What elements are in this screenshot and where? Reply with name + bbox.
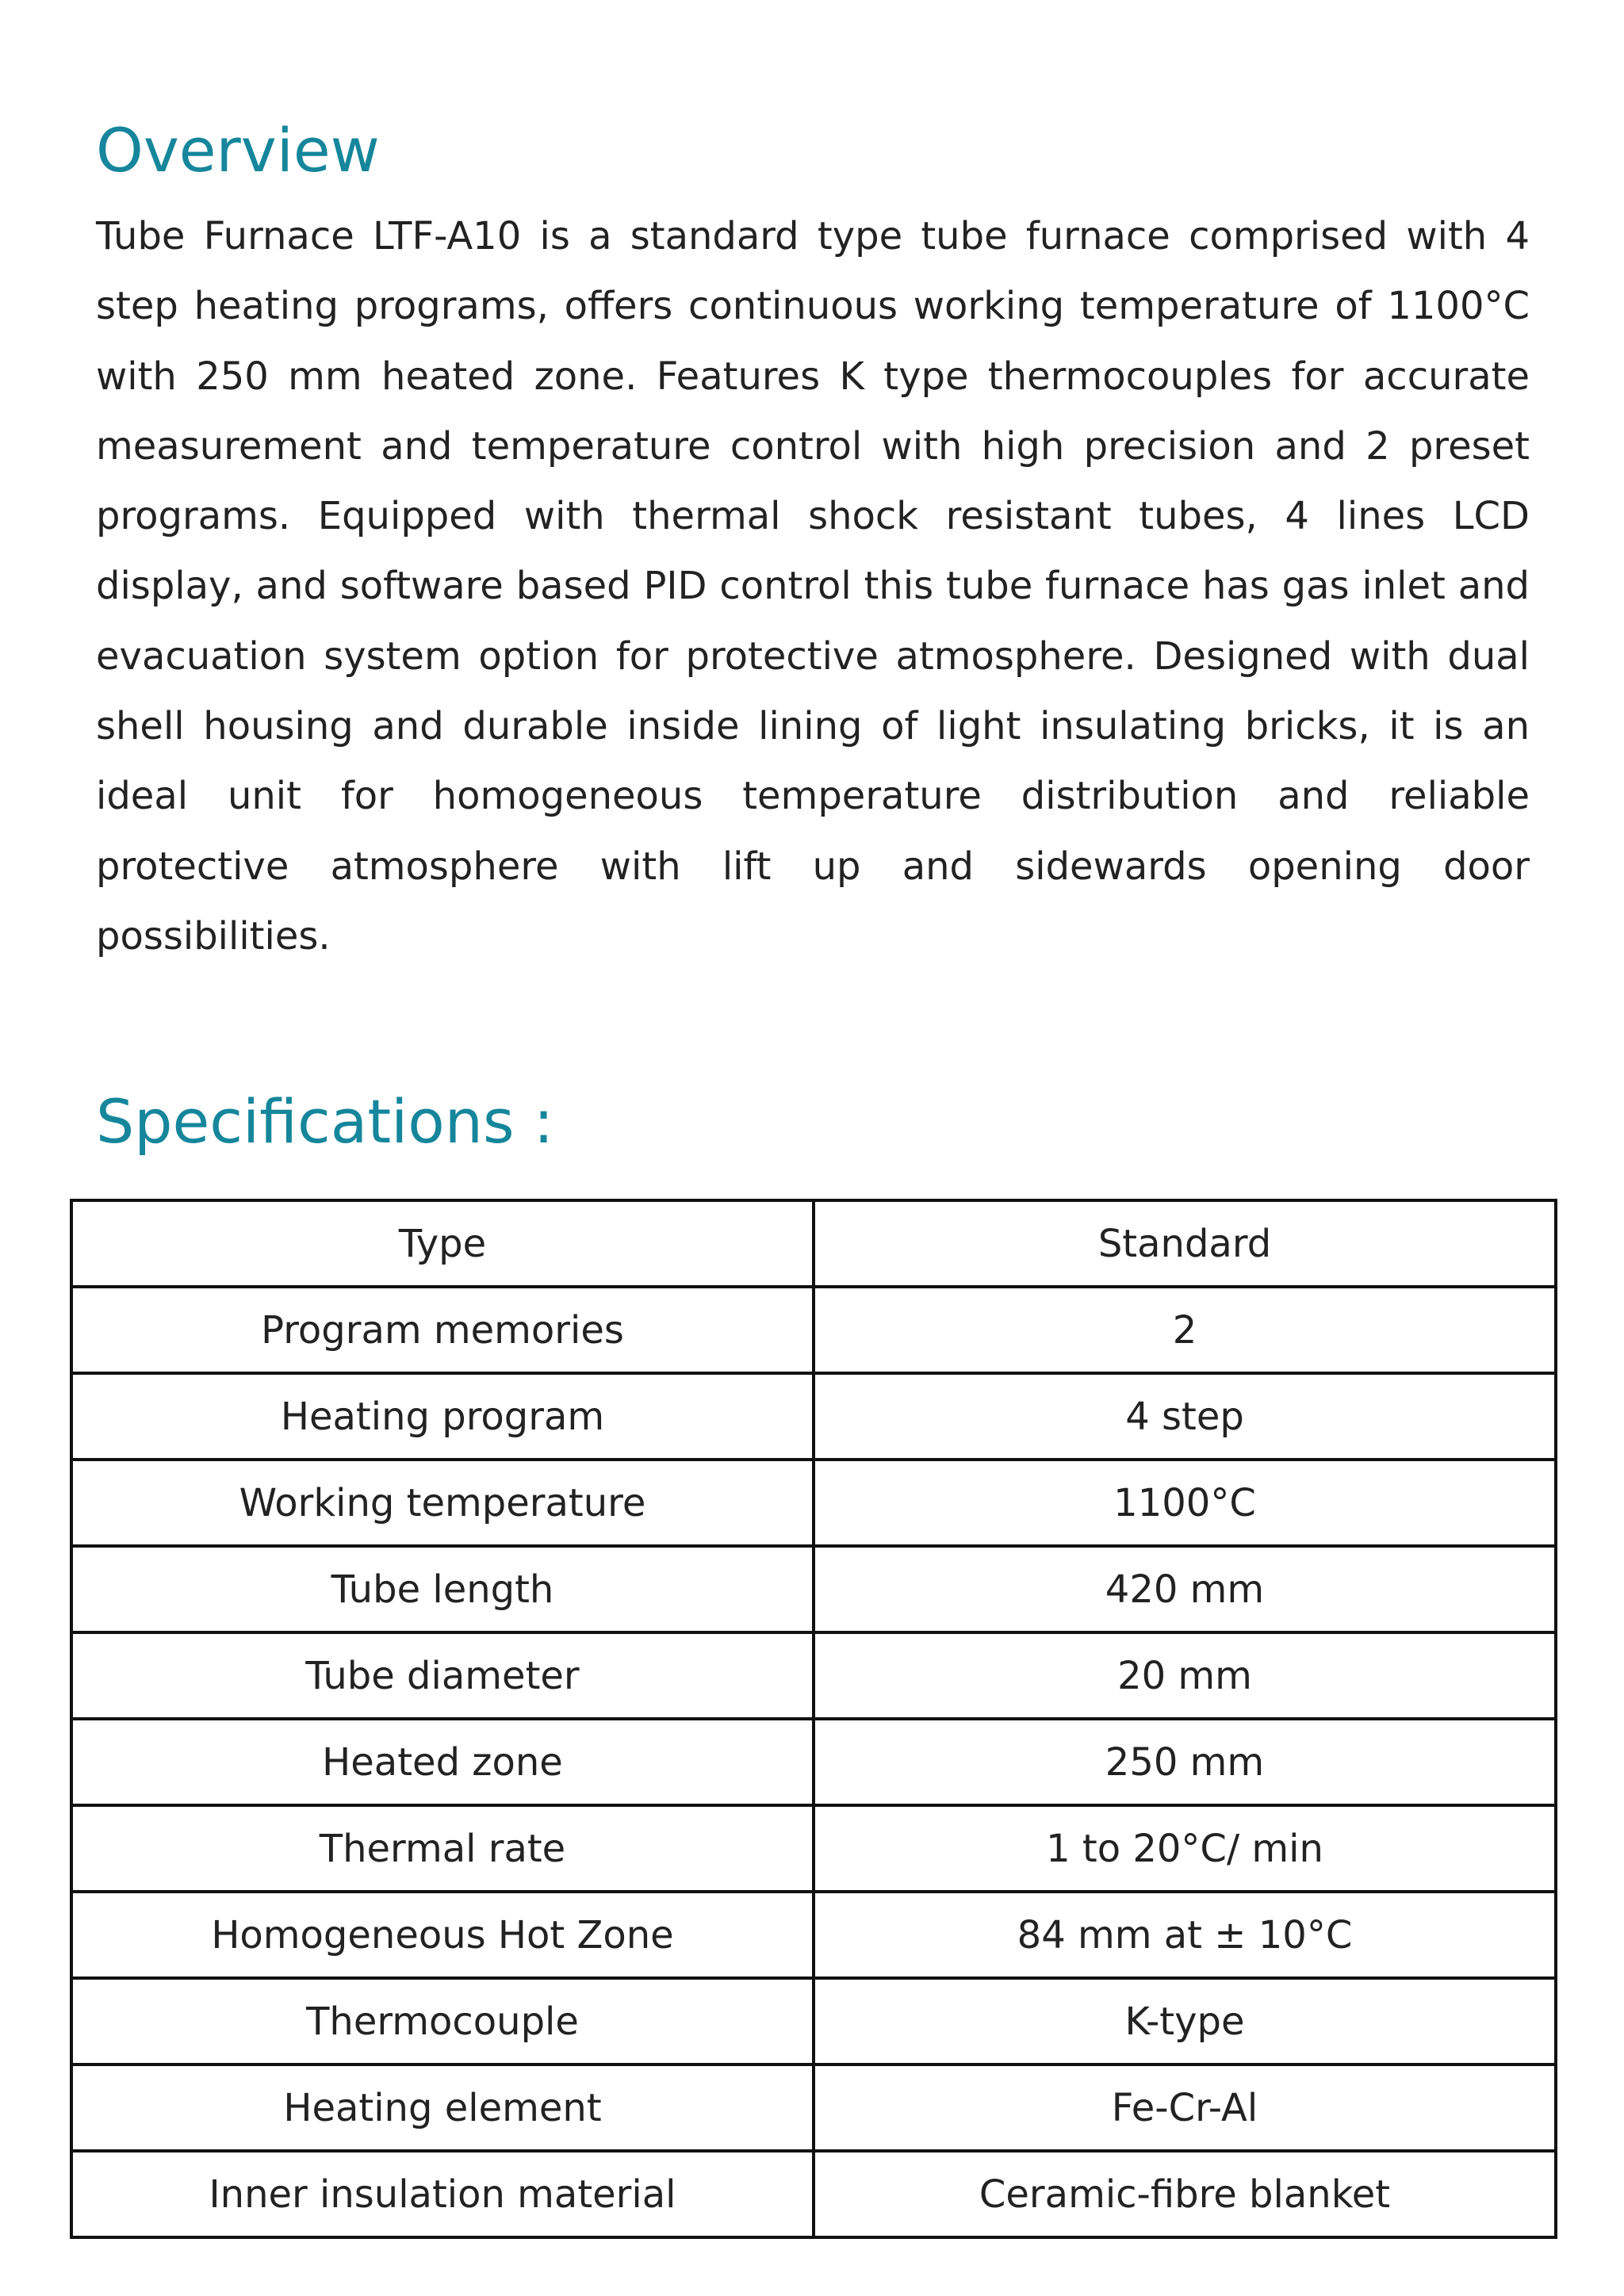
table-row (71, 1719, 1556, 1805)
specifications-heading: Specifications : (96, 1086, 554, 1157)
table-row (71, 2064, 1556, 2151)
spec-label: Tube length (71, 1546, 814, 1632)
table-row (71, 1200, 1556, 1287)
spec-value: 84 mm at ± 10°C (814, 1892, 1556, 1978)
table-row (71, 1805, 1556, 1892)
spec-value: 250 mm (814, 1719, 1556, 1805)
spec-label: Heating program (71, 1373, 814, 1460)
spec-value: 1100°C (814, 1460, 1556, 1546)
spec-label: Working temperature (71, 1460, 814, 1546)
spec-value: 1 to 20°C/ min (814, 1805, 1556, 1892)
spec-label: Tube diameter (71, 1632, 814, 1719)
spec-label: Heating element (71, 2064, 814, 2151)
specifications-table (70, 1199, 1557, 2239)
spec-label: Program memories (71, 1287, 814, 1373)
spec-label: Inner insulation material (71, 2151, 814, 2237)
spec-value: 20 mm (814, 1632, 1556, 1719)
spec-label: Thermal rate (71, 1805, 814, 1892)
spec-value: Ceramic-fibre blanket (814, 2151, 1556, 2237)
spec-label: Homogeneous Hot Zone (71, 1892, 814, 1978)
overview-paragraph: Tube Furnace LTF-A10 is a standard type tube furnace comprised with 4 step heating programs, offers continuous working temperature of 1100°C with 250 mm heated zone. Features K type thermocouples for accurate measurement and temperature control with high precision and 2 preset programs. Equipped with thermal shock resistant tubes, 4 lines LCD display, and software based PID control this tube furnace has gas inlet and evacuation system option for protective atmosphere. Designed with dual shell housing and durable inside lining of light insulating bricks, it is an ideal unit for homogeneous temperature distribution and reliable protective atmosphere with lift up and sidewards opening door possibilities. (96, 214, 1530, 959)
table-row (71, 1978, 1556, 2064)
overview-heading: Overview (96, 115, 380, 186)
spec-value: Standard (814, 1200, 1556, 1287)
table-row (71, 1373, 1556, 1460)
spec-label: Heated zone (71, 1719, 814, 1805)
table-row (71, 1287, 1556, 1373)
table-row (71, 2151, 1556, 2237)
spec-value: Fe-Cr-Al (814, 2064, 1556, 2151)
table-row (71, 1546, 1556, 1632)
spec-value: 420 mm (814, 1546, 1556, 1632)
spec-value: 2 (814, 1287, 1556, 1373)
spec-value: 4 step (814, 1373, 1556, 1460)
table-row (71, 1460, 1556, 1546)
spec-value: K-type (814, 1978, 1556, 2064)
spec-label: Type (71, 1200, 814, 1287)
table-row (71, 1632, 1556, 1719)
table-row (71, 1892, 1556, 1978)
spec-label: Thermocouple (71, 1978, 814, 2064)
